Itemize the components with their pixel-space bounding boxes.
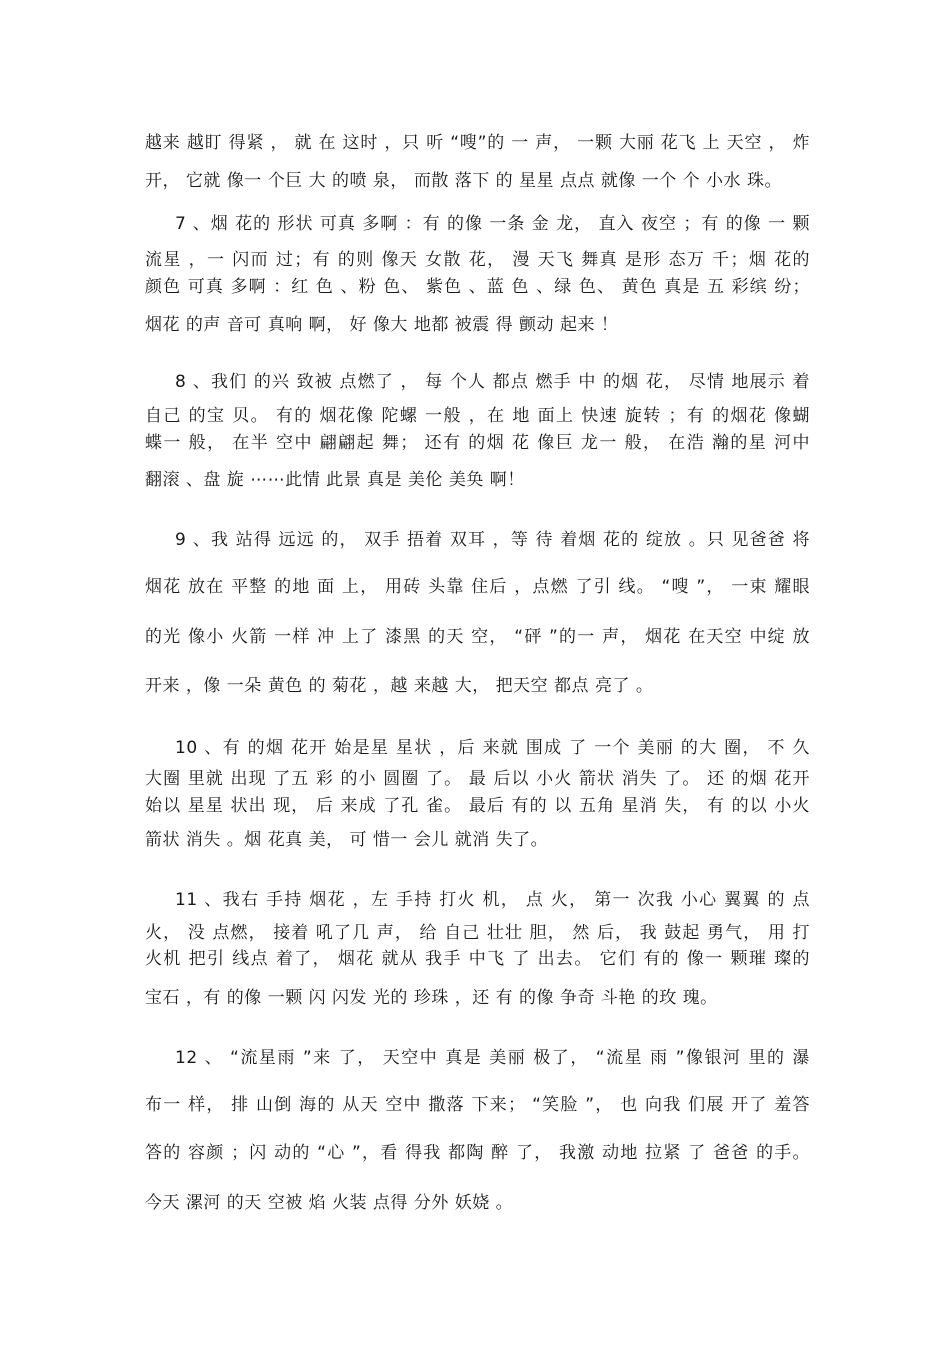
paragraph-line: 火机 把引 线点 着了， 烟花 就从 我手 中飞 了 出去。 它们 有的 像一 颗璀 璨的	[145, 949, 810, 969]
paragraph-line: 烟花 的声 音可 真响 啊， 好 像大 地都 被震 得 颤动 起来 ！	[145, 315, 619, 335]
paragraph-line: 翻滚 、盘 旋 ⋯⋯此情 此景 真是 美伦 美奂 啊！	[145, 470, 525, 490]
paragraph-line: 越来 越盯 得紧 ， 就 在 这时 ，只 听 “嗖”的 一 声， 一颗 大丽 花飞 上 天空 ， 炸	[145, 133, 810, 153]
paragraph-line: 11 、我右 手持 烟花 ，左 手持 打火 机， 点 火， 第一 次我 小心 翼翼 的 点	[175, 890, 810, 910]
paragraph-line: 宝石 ，有 的像 一颗 闪 闪发 光的 珍珠 ，还 有 的像 争奇 斗艳 的玫 瑰。	[145, 988, 718, 1008]
paragraph-line: 布一 样， 排 山倒 海的 从天 空中 撒落 下来； “笑脸 ”， 也 向我 们展 开了 羞答	[145, 1095, 810, 1115]
paragraph-line: 始以 星星 状出 现， 后 来成 了孔 雀。 最后 有的 以 五角 星消 失， 有 的以 小火	[145, 796, 810, 816]
paragraph-line: 10 、有 的烟 花开 始是星 星状 ，后 来就 围成 了 一个 美丽 的大 圈， 不 久	[175, 738, 810, 758]
paragraph-line: 火， 没 点燃， 接着 吼了几 声， 给 自己 壮壮 胆， 然 后， 我 鼓起 勇气， 用 打	[145, 923, 810, 943]
paragraph-line: 答的 容颜 ；闪 动的 “心 ”，看 得我 都陶 醉 了， 我激 动地 拉紧 了 爸爸 的手。	[145, 1143, 810, 1163]
paragraph-line: 今天 漯河 的天 空被 焰 火装 点得 分外 妖娆 。	[145, 1193, 514, 1213]
paragraph-line: 7 、烟 花的 形状 可真 多啊 ：有 的像 一条 金 龙， 直入 夜空 ；有 的像 一 颗	[175, 214, 810, 234]
paragraph-line: 9 、我 站得 远远 的， 双手 捂着 双耳 ，等 待 着烟 花的 绽放 。只 见爸爸 将	[175, 530, 810, 550]
paragraph-line: 开来 ，像 一朵 黄色 的 菊花 ，越 来越 大， 把天空 都点 亮了 。	[145, 676, 654, 696]
paragraph-line: 蝶一 般， 在半 空中 翩翩起 舞； 还有 的烟 花 像巨 龙一 般， 在浩 瀚的星 河中	[145, 433, 810, 453]
paragraph-line: 12 、 “流星雨 ”来 了， 天空中 真是 美丽 极了， “流星 雨 ”像银河 里的 瀑	[175, 1048, 810, 1068]
paragraph-line: 的光 像小 火箭 一样 冲 上了 漆黑 的天 空， “砰 ”的一 声， 烟花 在天空 中绽 放	[145, 627, 810, 647]
paragraph-line: 大圈 里就 出现 了五 彩 的小 圆圈 了。 最 后以 小火 箭状 消失 了。 还 的烟 花开	[145, 769, 810, 789]
paragraph-line: 流星 ，一 闪而 过；有 的则 像天 女散 花， 漫 天飞 舞真 是形 态万 千；烟 花的	[145, 250, 810, 270]
paragraph-line: 烟花 放在 平整 的地 面 上， 用砖 头靠 住后 ，点燃 了引 线。 “嗖 ”， 一束 耀眼	[145, 577, 810, 597]
paragraph-line: 颜色 可真 多啊 ：红 色 、粉 色、 紫色 、蓝 色 、绿 色、 黄色 真是 五 彩缤 纷；	[145, 277, 810, 297]
paragraph-line: 自己 的宝 贝。 有的 烟花像 陀螺 一般 ，在 地 面上 快速 旋转 ；有 的烟花 像蝴	[145, 406, 810, 426]
paragraph-line: 8 、我们 的兴 致被 点燃了 ， 每 个人 都点 燃手 中 的烟 花， 尽情 地展示 着	[175, 372, 810, 392]
paragraph-line: 开， 它就 像一 个巨 大 的喷 泉， 而散 落下 的 星星 点点 就像 一个 个 小水 珠。	[145, 171, 782, 191]
paragraph-line: 箭状 消失 。烟 花真 美， 可 惜一 会儿 就消 失了。	[145, 830, 549, 850]
